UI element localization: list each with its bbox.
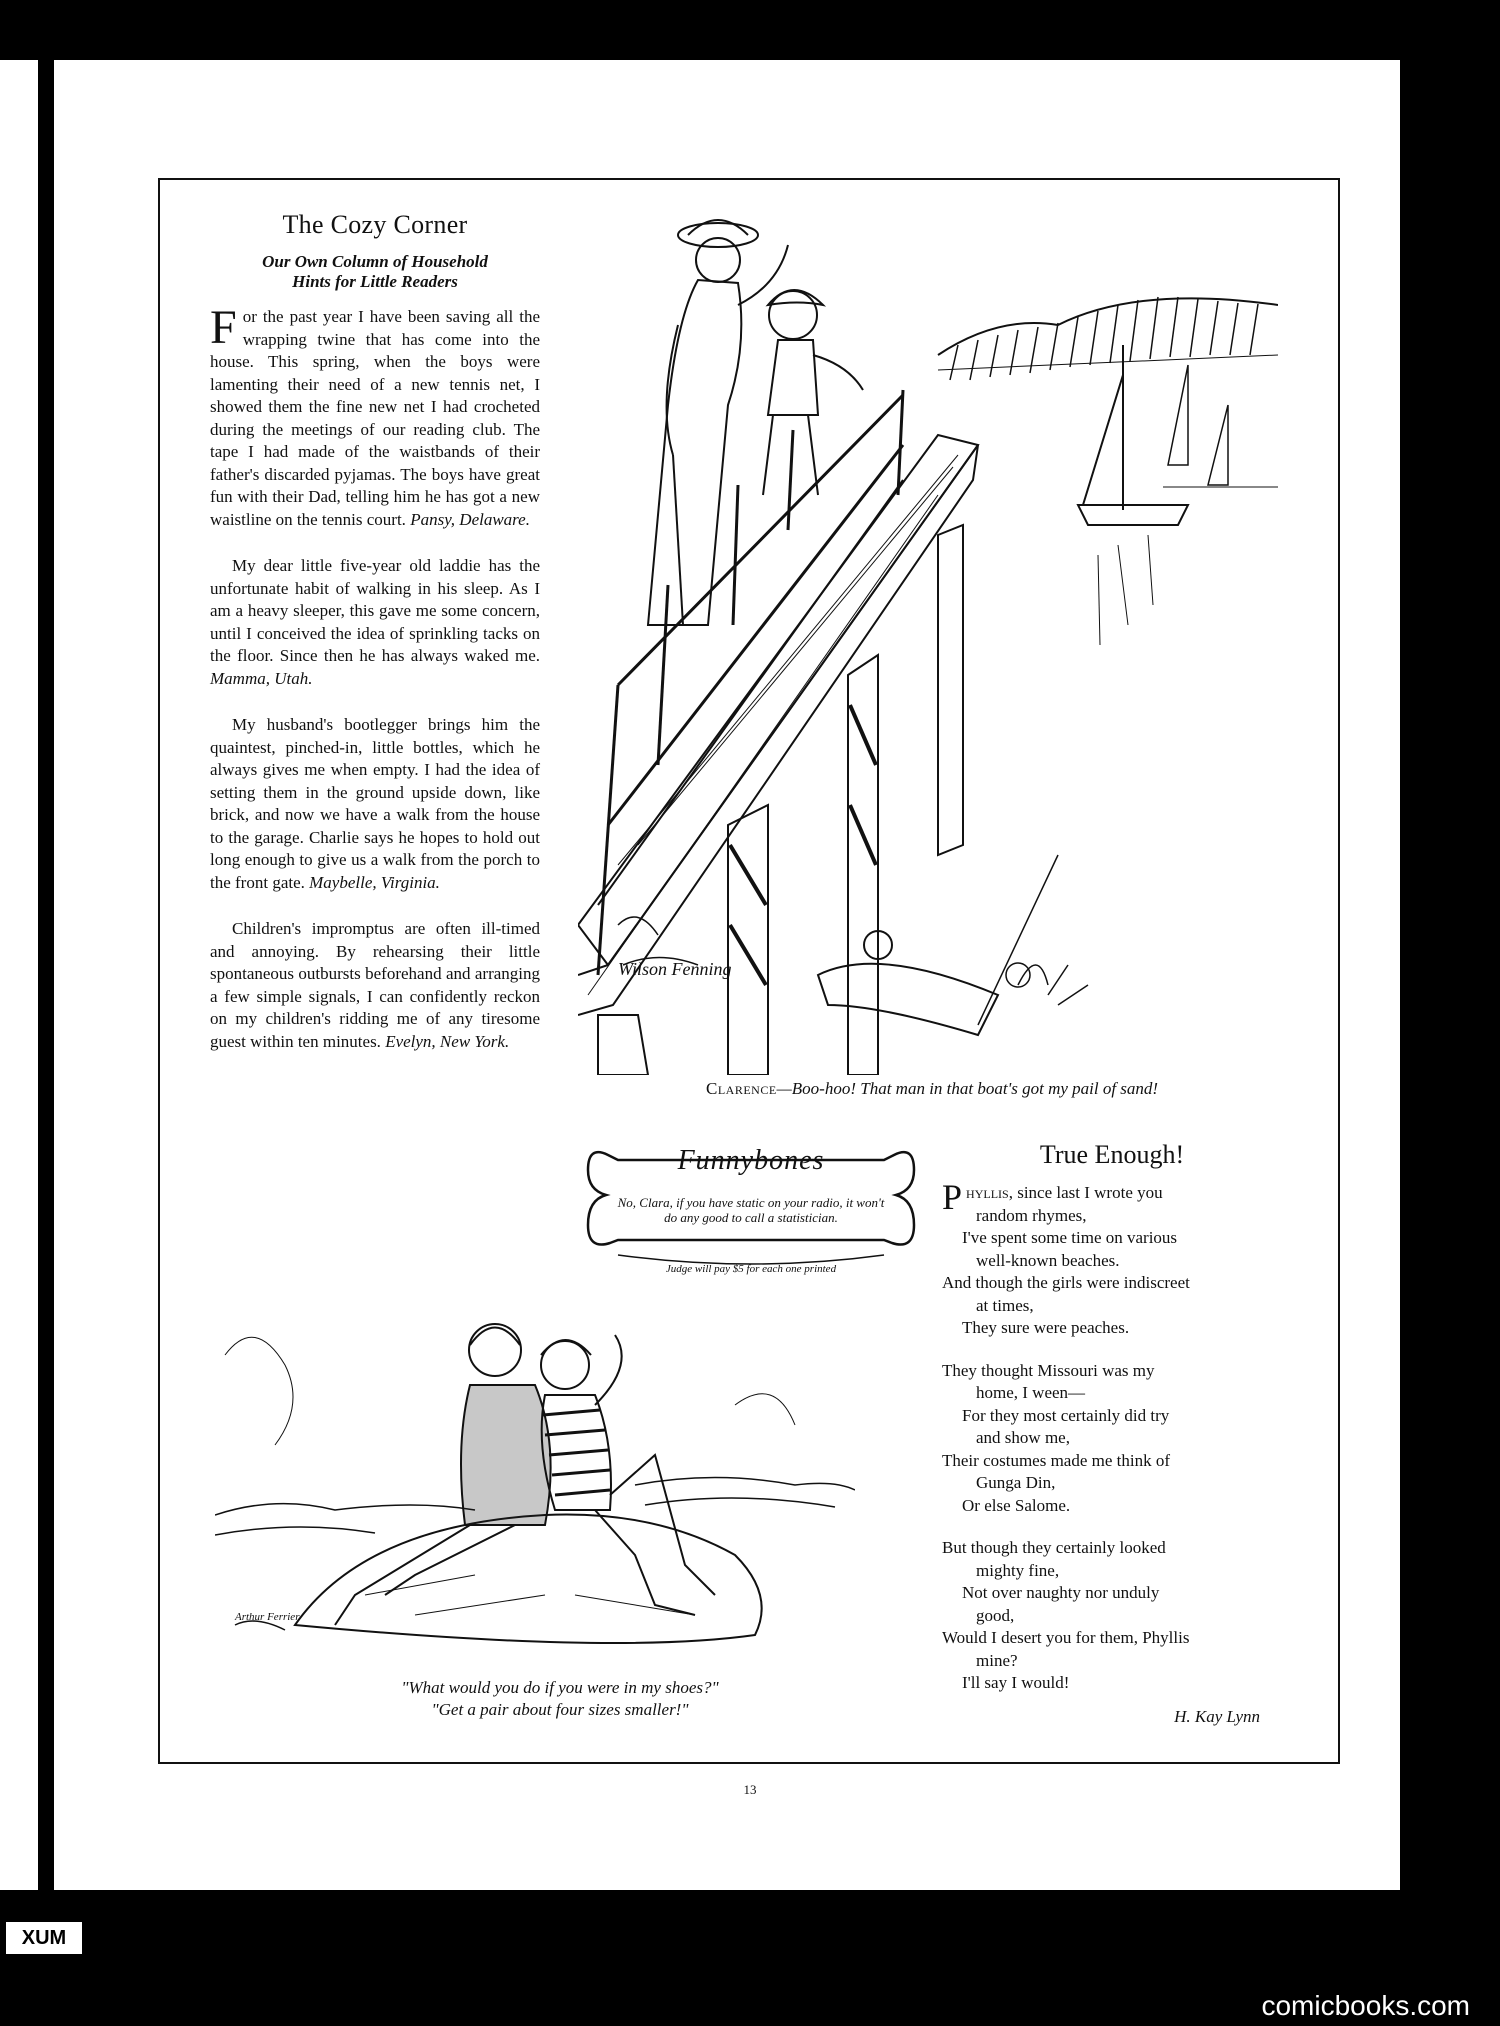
poem-author: H. Kay Lynn (1174, 1706, 1260, 1726)
cozy-corner-title: The Cozy Corner (282, 210, 468, 239)
poem-line: I've spent some time on various (962, 1228, 1178, 1247)
poem-line: And though the girls were indiscreet (942, 1273, 1190, 1292)
hint-paragraph: For the past year I have been saving all the wrapping twine that has come into the house. This spring, when the boys were lamenting their need of a new tennis net, I showed them the fine new net I had crocheted during the meetings of our reading club. The tape I had made of the waistbands of their father's discarded pyjamas. The boys have great fun with their Dad, telling him he has got a new waistline on the tennis court. Pansy, Delaware. (210, 301, 540, 529)
poem-line: mine? (976, 1650, 1018, 1670)
page-number: 13 (743, 1782, 757, 1797)
poem-stanza (942, 1360, 1282, 1518)
poem-stanza (942, 1177, 1282, 1340)
hint-paragraph: My dear little five-year old laddie has the unfortunate habit of walking in his sleep. As I am a heavy sleeper, this gave me some concern, until I conceived the idea of sprinkling tacks on the floor. Since then he has always waked me. Mamma, Utah. (210, 556, 540, 688)
hint-paragraph: My husband's bootlegger brings him the quaintest, pinched-in, little bottles, which he always gives me when empty. I had the idea of setting them in the ground upside down, like brick, and now we have a walk from the house to the garage. Charlie says he hopes to hold out long enough to give us a walk from the porch to the front gate. Maybelle, Virginia. (210, 715, 540, 892)
poem-line: mighty fine, (976, 1560, 1060, 1580)
hint-paragraph: Children's impromptus are often ill-timed and annoying. By rehearsing their little spontaneous outbursts beforehand and arranging a few simple signals, I can confidently reckon on my children's ridding me of any tiresome guest within ten minutes. Evelyn, New York. (210, 919, 540, 1051)
site-watermark: comicbooks.com (1261, 1990, 1470, 2021)
caption-text: —Boo-hoo! That man in that boat's got my pail of sand! (776, 1079, 1159, 1098)
funnybones-tagline: Judge will pay $5 for each one printed (665, 1263, 837, 1275)
caption-speaker: Clarence (706, 1079, 777, 1098)
hint-signature: Pansy, Delaware. (410, 509, 530, 529)
hint-signature: Maybelle, Virginia. (309, 872, 440, 892)
funnybones-title: Funnybones (677, 1145, 825, 1176)
caption-line: "What would you do if you were in my shoes?" (401, 1678, 719, 1697)
drop-cap: F (210, 301, 237, 354)
pier-cartoon-illustration (578, 205, 1278, 1075)
poem-line: and show me, (976, 1428, 1070, 1447)
poem-line: Phyllis, since last I wrote you (942, 1177, 1163, 1217)
poem-line: Would I desert you for them, Phyllis (942, 1628, 1190, 1647)
hint-signature: Mamma, Utah. (210, 668, 313, 688)
poem-stanza (942, 1537, 1282, 1695)
poem-line: Gunga Din, (976, 1473, 1056, 1492)
cartoon-signature: Arthur Ferrier (235, 1611, 300, 1623)
poem-line: home, I ween— (976, 1383, 1086, 1402)
cartoon-signature: Wilson Fenning (618, 959, 732, 979)
bathers-cartoon-illustration (215, 1295, 855, 1675)
poem-line: good, (976, 1605, 1015, 1625)
poem-line: random rhymes, (976, 1205, 1087, 1225)
poem-line: Or else Salome. (962, 1495, 1071, 1515)
poem-line: But though they certainly looked (942, 1538, 1166, 1557)
bathers-cartoon-caption (300, 1677, 820, 1721)
pier-cartoon-caption (706, 1078, 1166, 1100)
drop-cap: P (942, 1177, 963, 1217)
poem-line: They thought Missouri was my (942, 1360, 1155, 1380)
funnybones-joke: No, Clara, if you have static on your radio, it won't do any good to call a statistician. (617, 1195, 885, 1225)
xum-watermark: XUM (6, 1922, 82, 1954)
cozy-corner-column (210, 210, 540, 1077)
poem-true-enough (942, 1140, 1282, 1727)
poem-line: well-known beaches. (976, 1250, 1120, 1270)
poem-line: at times, (976, 1295, 1034, 1315)
hint-signature: Evelyn, New York. (385, 1031, 510, 1051)
poem-line: Not over naughty nor unduly (962, 1583, 1160, 1602)
poem-line: I'll say I would! (962, 1673, 1070, 1692)
poem-line: Their costumes made me think of (942, 1450, 1171, 1470)
funnybones-box (578, 1135, 924, 1285)
cozy-corner-subtitle: Our Own Column of Household Hints for Little Readers (262, 252, 488, 291)
adjacent-page-edge (0, 60, 38, 1890)
poem-title: True Enough! (1039, 1140, 1185, 1169)
poem-line: They sure were peaches. (962, 1318, 1130, 1337)
caption-line: "Get a pair about four sizes smaller!" (431, 1700, 689, 1719)
poem-line: For they most certainly did try (962, 1405, 1170, 1425)
